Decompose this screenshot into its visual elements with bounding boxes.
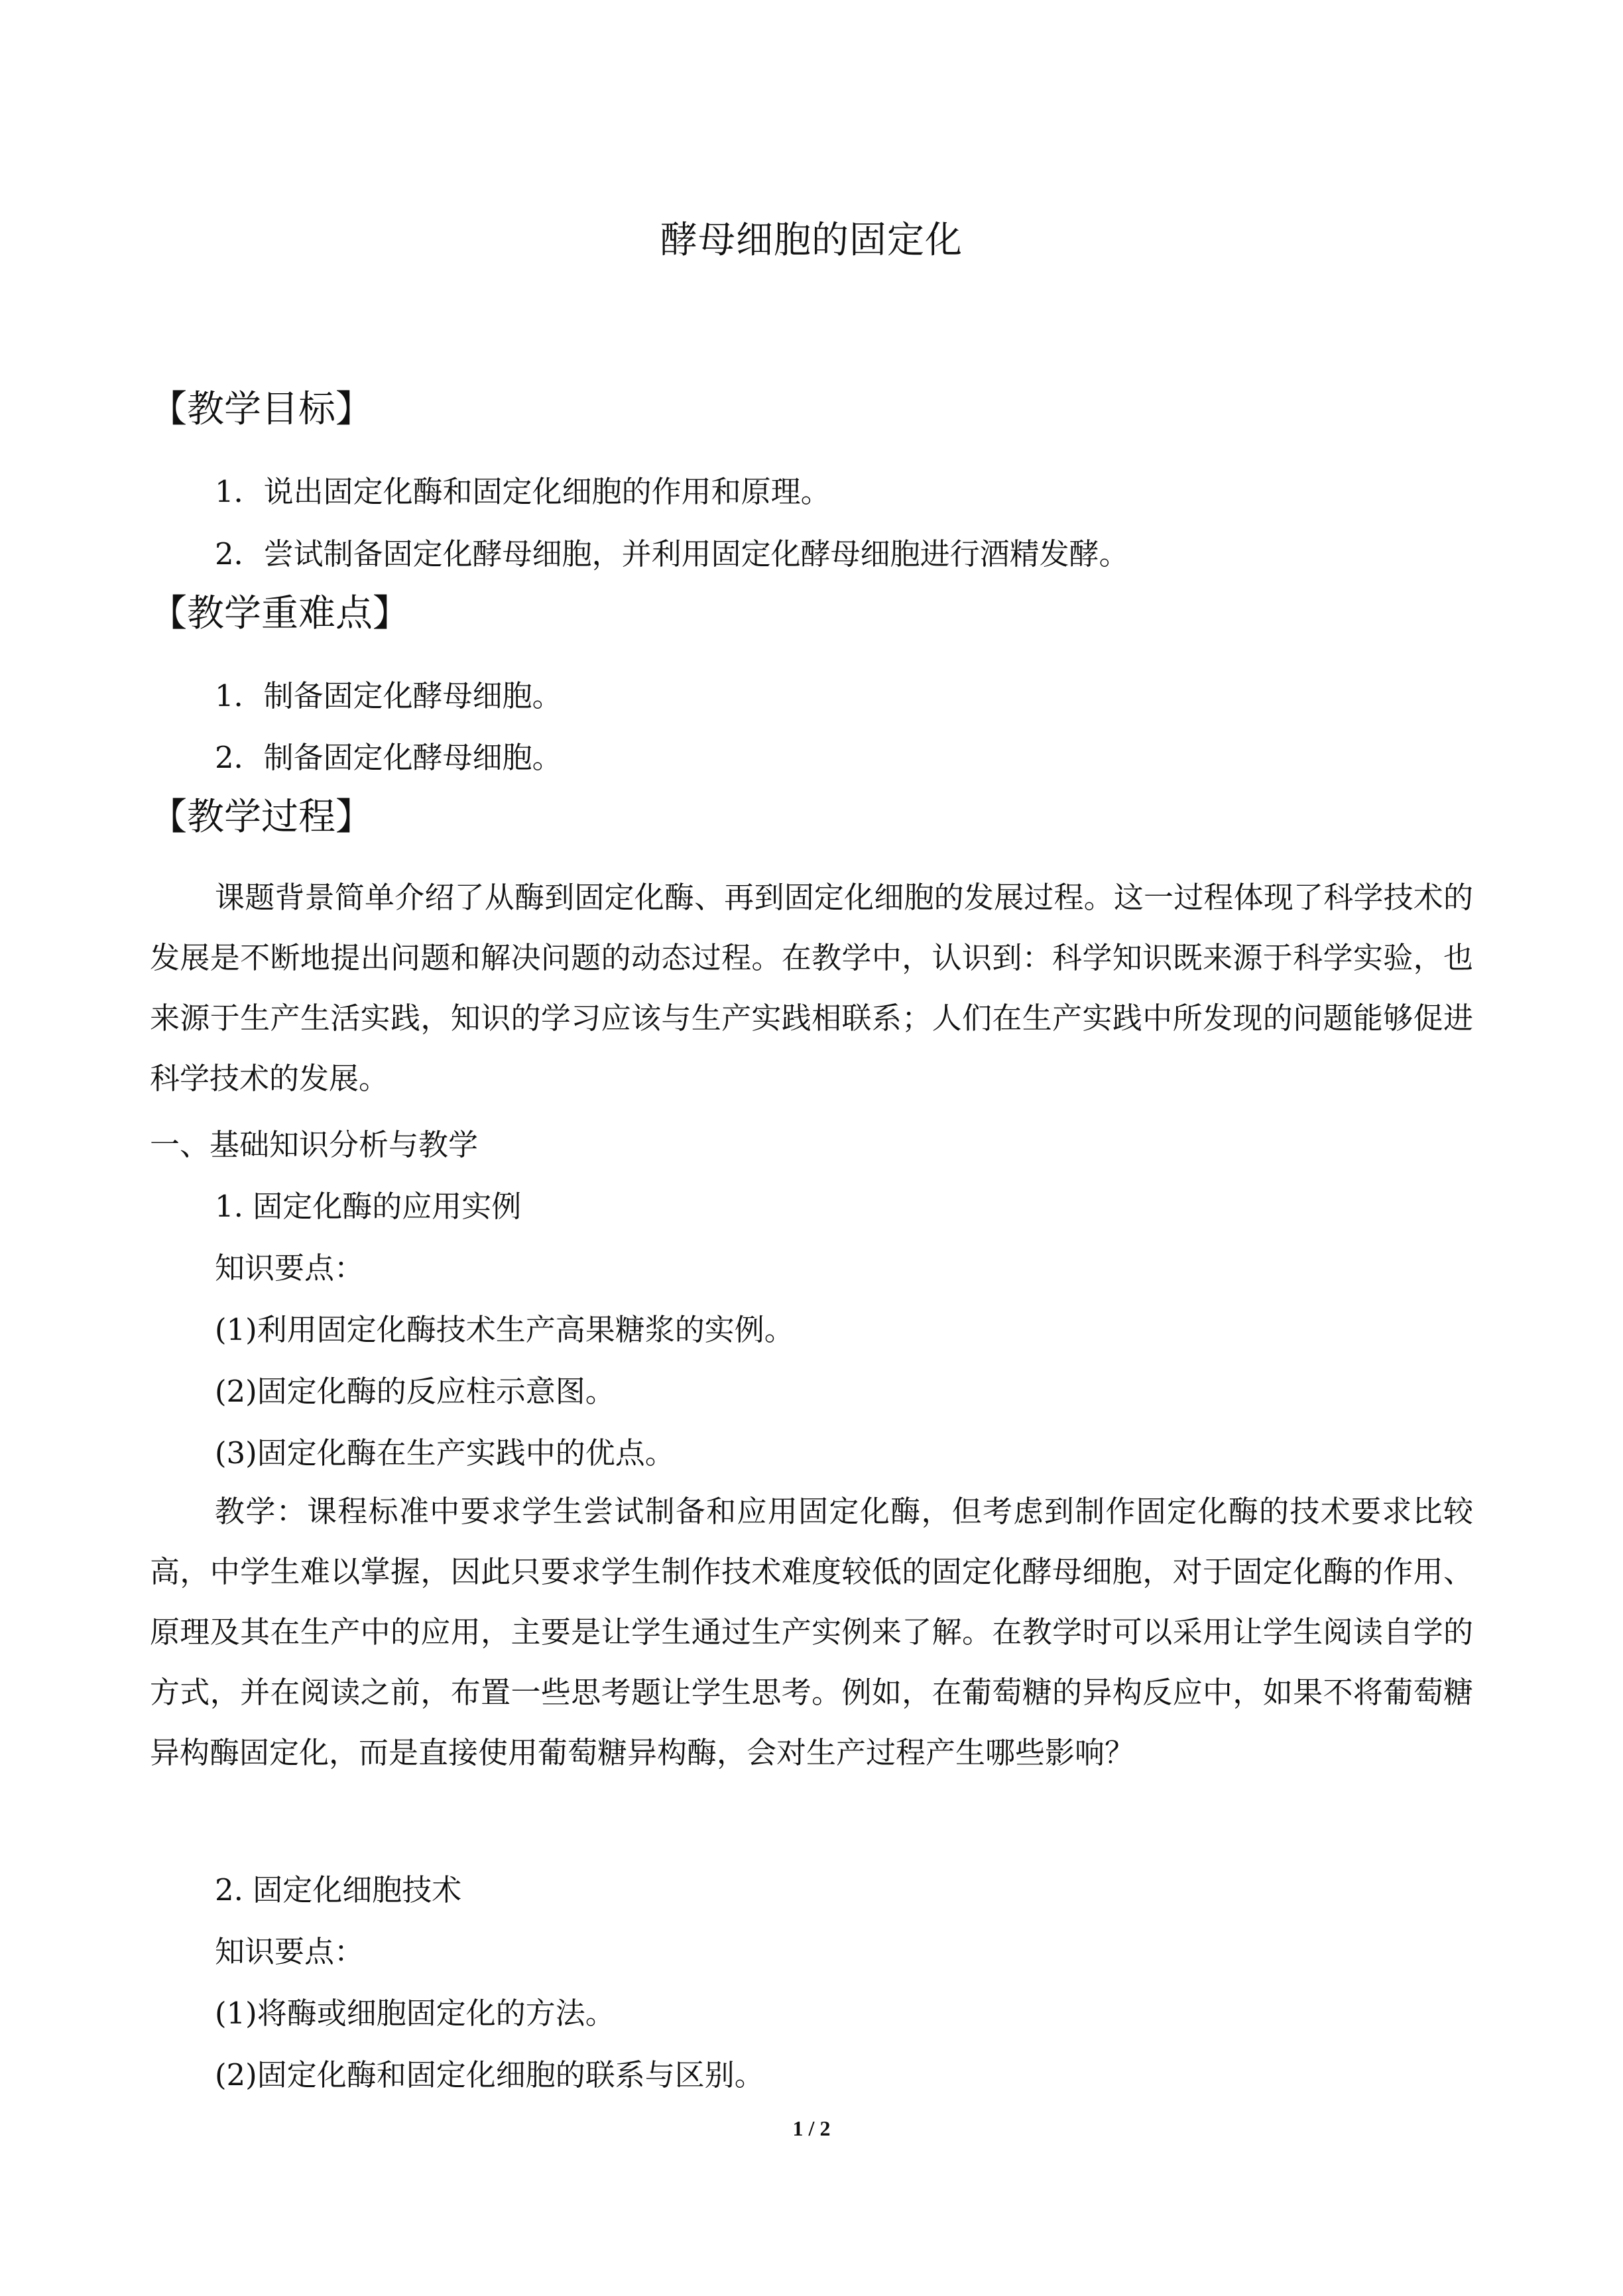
document-title: 酵母细胞的固定化 <box>660 219 963 262</box>
topic1-point: (2)固定化酶的反应柱示意图。 <box>215 1374 615 1409</box>
topic2-heading: 2. 固定化细胞技术 <box>215 1872 462 1907</box>
process-intro-paragraph: 课题背景简单介绍了从酶到固定化酶、再到固定化细胞的发展过程。这一过程体现了科学技术的发展是不断地提出问题和解决问题的动态过程。在教学中，认识到：科学知识既来源于科学实验，也来源于生产生活实践，知识的学习应该与生产实践相联系；人们在生产实践中所发现的问题能够促进科学技术的发展。 <box>150 880 1473 1096</box>
topic2-point: (2)固定化酶和固定化细胞的联系与区别。 <box>215 2057 764 2092</box>
key-point-item: 1．制备固定化酵母细胞。 <box>215 678 562 713</box>
topic1-point: (1)利用固定化酶技术生产高果糖浆的实例。 <box>215 1312 794 1347</box>
topic1-heading: 1. 固定化酶的应用实例 <box>215 1189 522 1224</box>
section-heading-process: 【教学过程】 <box>150 796 373 839</box>
topic1-teaching-paragraph: 教学：课程标准中要求学生尝试制备和应用固定化酶，但考虑到制作固定化酶的技术要求比较高，中学生难以掌握，因此只要求学生制作技术难度较低的固定化酵母细胞，对于固定化酶的作用、原理及其在生产中的应用，主要是让学生通过生产实例来了解。在教学时可以采用让学生阅读自学的方式，并在阅读之前，布置一些思考题让学生思考。例如，在葡萄糖的异构反应中，如果不将葡萄糖异构酶固定化，而是直接使用葡萄糖异构酶，会对生产过程产生哪些影响？ <box>150 1494 1473 1770</box>
key-point-item: 2．制备固定化酵母细胞。 <box>215 740 562 775</box>
objective-item: 1．说出固定化酶和固定化细胞的作用和原理。 <box>215 474 831 509</box>
section-heading-objectives: 【教学目标】 <box>150 388 373 431</box>
topic2-point: (1)将酶或细胞固定化的方法。 <box>215 1996 615 2031</box>
part1-heading: 一、基础知识分析与教学 <box>150 1127 479 1162</box>
topic1-point: (3)固定化酶在生产实践中的优点。 <box>215 1435 675 1471</box>
topic2-points-label: 知识要点： <box>215 1934 365 1969</box>
page-number: 1 / 2 <box>792 2116 831 2140</box>
objective-item: 2．尝试制备固定化酵母细胞，并利用固定化酵母细胞进行酒精发酵。 <box>215 536 1129 572</box>
topic1-points-label: 知识要点： <box>215 1250 365 1286</box>
section-heading-key-points: 【教学重难点】 <box>150 592 410 635</box>
